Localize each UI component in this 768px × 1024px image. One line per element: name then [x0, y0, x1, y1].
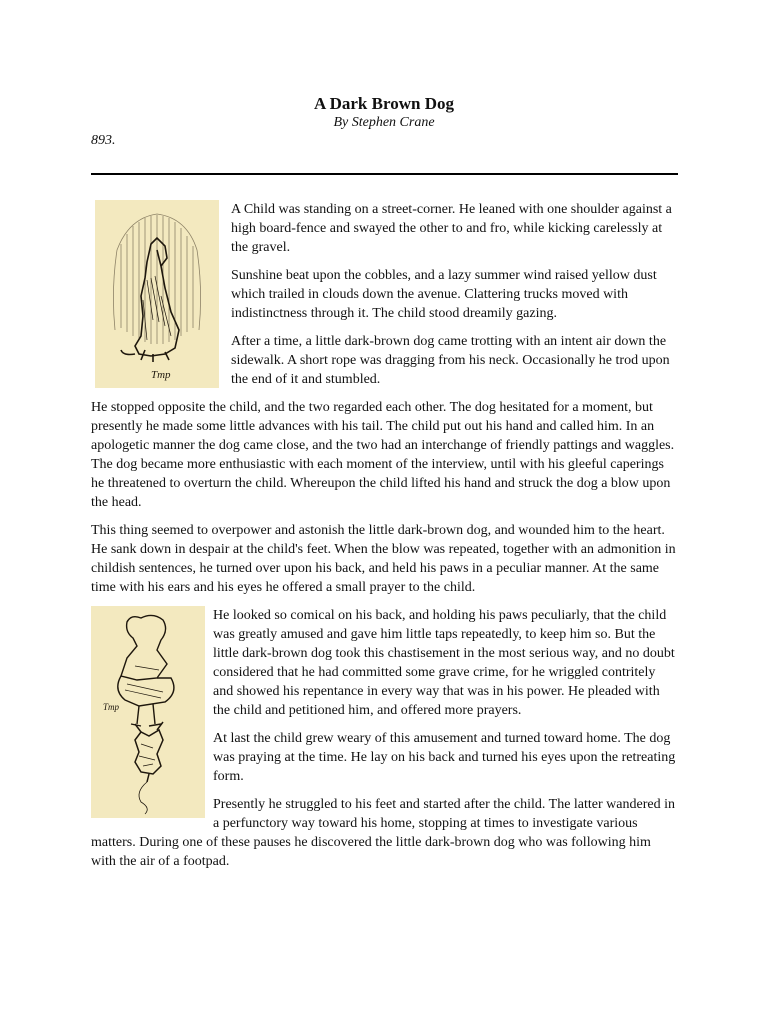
paragraph-4: He stopped opposite the child, and the two regarded each other. The dog hesitated for a moment, but presently he made some little advances with his tail. The child put out his hand and called him. In an apologetic manner the dog came close, and the two had an interchange of friendly pattings and waggles. The dog became more enthusiastic with each moment of the interview, until with his gleeful caperings he threatened to overturn the child. Whereupon the child lifted his hand and struck the dog a blow upon the head.: [91, 400, 675, 510]
paragraph-1: A Child was standing on a street-corner. He leaned with one shoulder against a high board-fence and swayed the other to and fro, while kicking carelessly at the gravel.: [231, 202, 672, 255]
paragraph-7: At last the child grew weary of this amusement and turned toward home. The dog was praying at the time. He lay on his back and turned his eyes upon the retreating form.: [213, 731, 676, 784]
document-title: A Dark Brown Dog: [314, 94, 454, 113]
child-and-dog-illustration: [91, 606, 205, 818]
child-illustration-signature: Tmp: [103, 702, 120, 712]
document-byline: By Stephen Crane: [333, 115, 435, 130]
paragraph-5: This thing seemed to overpower and astonish the little dark-brown dog, and wounded him to the heart. He sank down in despair at the child's feet. When the blow was repeated, together with an admonition in childish sentences, he turned over upon his back, and held his paws in a peculiar manner. At the same time with his ears and his eyes he offered a small prayer to the child.: [91, 523, 676, 595]
document-year: 893.: [91, 133, 116, 148]
story-body: [91, 200, 678, 880]
dog-howling-illustration: [95, 200, 219, 388]
paragraph-8: Presently he struggled to his feet and started after the child. The latter wandered in a perfunctory way toward his home, stopping at times to investigate various matters. During one of these pauses he discovered the little dark-brown dog who was following him with the air of a footpad.: [91, 797, 675, 869]
horizontal-rule: [91, 173, 678, 175]
paragraph-3: After a time, a little dark-brown dog came trotting with an intent air down the sidewalk. A short rope was dragging from his neck. Occasionally he trod upon the end of it and stumbled.: [231, 334, 670, 387]
dog-illustration-signature: Tmp: [151, 369, 171, 381]
paragraph-6: He looked so comical on his back, and holding his paws peculiarly, that the child was greatly amused and gave him little taps repeatedly, to keep him so. But the little dark-brown dog took this chastisement in the most serious way, and no doubt considered that he had committed some grave crime, for he wriggled contritely and showed his repentance in every way that was in his power. He pleaded with the child and petitioned him, and offered more prayers.: [213, 608, 675, 718]
child-and-dog-drawing: [91, 606, 205, 818]
dog-howling-drawing: [95, 200, 219, 388]
paragraph-2: Sunshine beat upon the cobbles, and a lazy summer wind raised yellow dust which trailed in clouds down the avenue. Clattering trucks moved with indistinctness through it. The child stood dreamily gazing.: [231, 268, 657, 321]
